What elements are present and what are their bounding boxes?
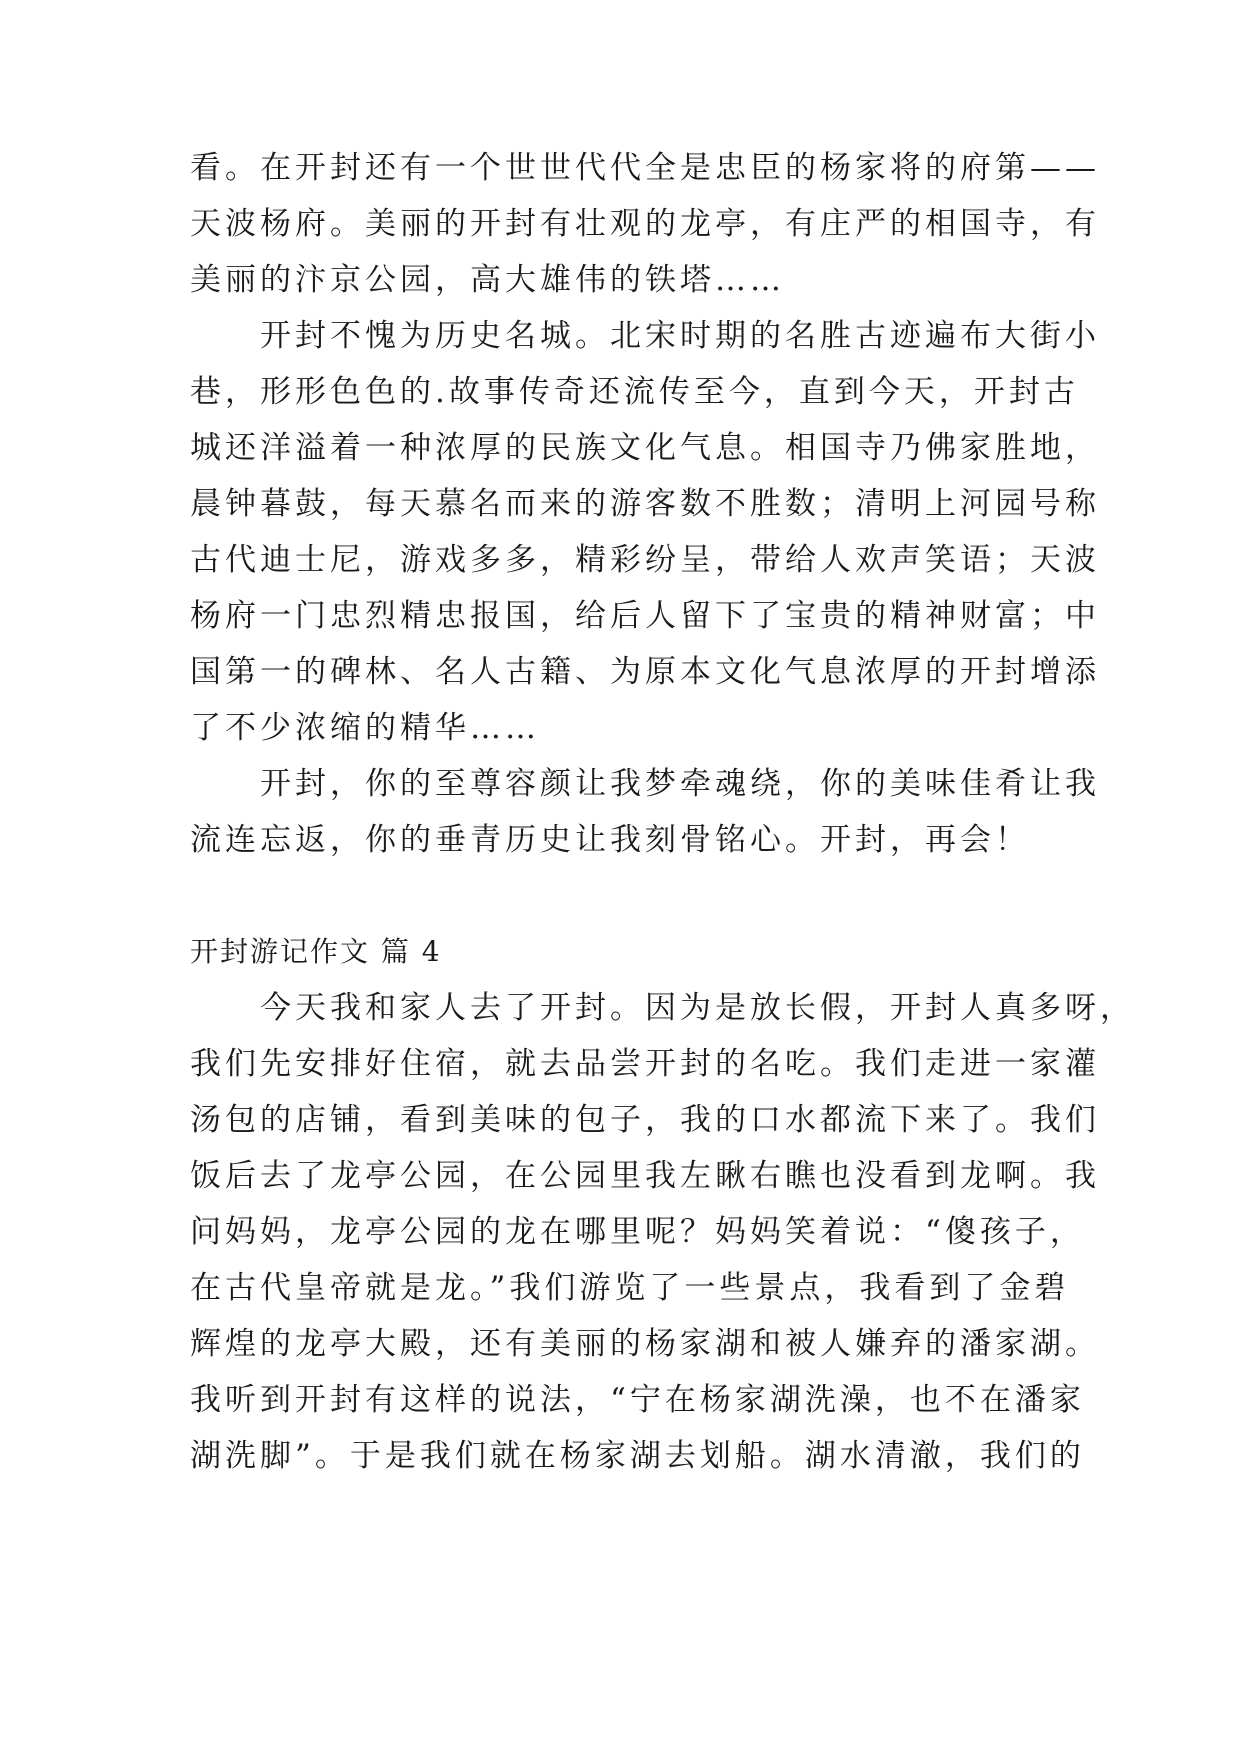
text-line: 我听到开封有这样的说法，“宁在杨家湖洗澡，也不在潘家 <box>190 1382 1085 1418</box>
text-line: 天波杨府。美丽的开封有壮观的龙亭，有庄严的相国寺，有 <box>190 206 1100 242</box>
text-line: 看。在开封还有一个世世代代全是忠臣的杨家将的府第—— <box>190 150 1100 186</box>
text-line: 我们先安排好住宿，就去品尝开封的名吃。我们走进一家灌 <box>190 1046 1100 1082</box>
section-heading: 开封游记作文 篇 4 <box>190 935 442 968</box>
text-line: 杨府一门忠烈精忠报国，给后人留下了宝贵的精神财富；中 <box>190 598 1100 634</box>
text-line: 今天我和家人去了开封。因为是放长假，开封人真多呀， <box>190 990 1135 1026</box>
text-line: 在古代皇帝就是龙。”我们游览了一些景点，我看到了金碧 <box>190 1270 1070 1306</box>
text-line: 问妈妈，龙亭公园的龙在哪里呢？妈妈笑着说：“傻孩子， <box>190 1214 1085 1250</box>
text-line: 流连忘返，你的垂青历史让我刻骨铭心。开封，再会！ <box>190 822 1030 858</box>
text-line: 辉煌的龙亭大殿，还有美丽的杨家湖和被人嫌弃的潘家湖。 <box>190 1326 1100 1362</box>
text-line: 湖洗脚”。于是我们就在杨家湖去划船。湖水清澈，我们的 <box>190 1438 1085 1474</box>
text-line: 城还洋溢着一种浓厚的民族文化气息。相国寺乃佛家胜地， <box>190 430 1100 466</box>
text-line: 晨钟暮鼓，每天慕名而来的游客数不胜数；清明上河园号称 <box>190 486 1100 522</box>
text-line: 饭后去了龙亭公园，在公园里我左瞅右瞧也没看到龙啊。我 <box>190 1158 1100 1194</box>
text-line: 古代迪士尼，游戏多多，精彩纷呈，带给人欢声笑语；天波 <box>190 542 1100 578</box>
text-line: 开封不愧为历史名城。北宋时期的名胜古迹遍布大街小 <box>190 318 1100 354</box>
text-line: 汤包的店铺，看到美味的包子，我的口水都流下来了。我们 <box>190 1102 1100 1138</box>
text-line: 了不少浓缩的精华…… <box>190 710 540 746</box>
text-line: 国第一的碑林、名人古籍、为原本文化气息浓厚的开封增添 <box>190 654 1100 690</box>
text-line: 巷，形形色色的.故事传奇还流传至今，直到今天，开封古 <box>190 374 1079 410</box>
text-line: 开封，你的至尊容颜让我梦牵魂绕，你的美味佳肴让我 <box>190 766 1100 802</box>
text-line: 美丽的汴京公园，高大雄伟的铁塔…… <box>190 262 785 298</box>
